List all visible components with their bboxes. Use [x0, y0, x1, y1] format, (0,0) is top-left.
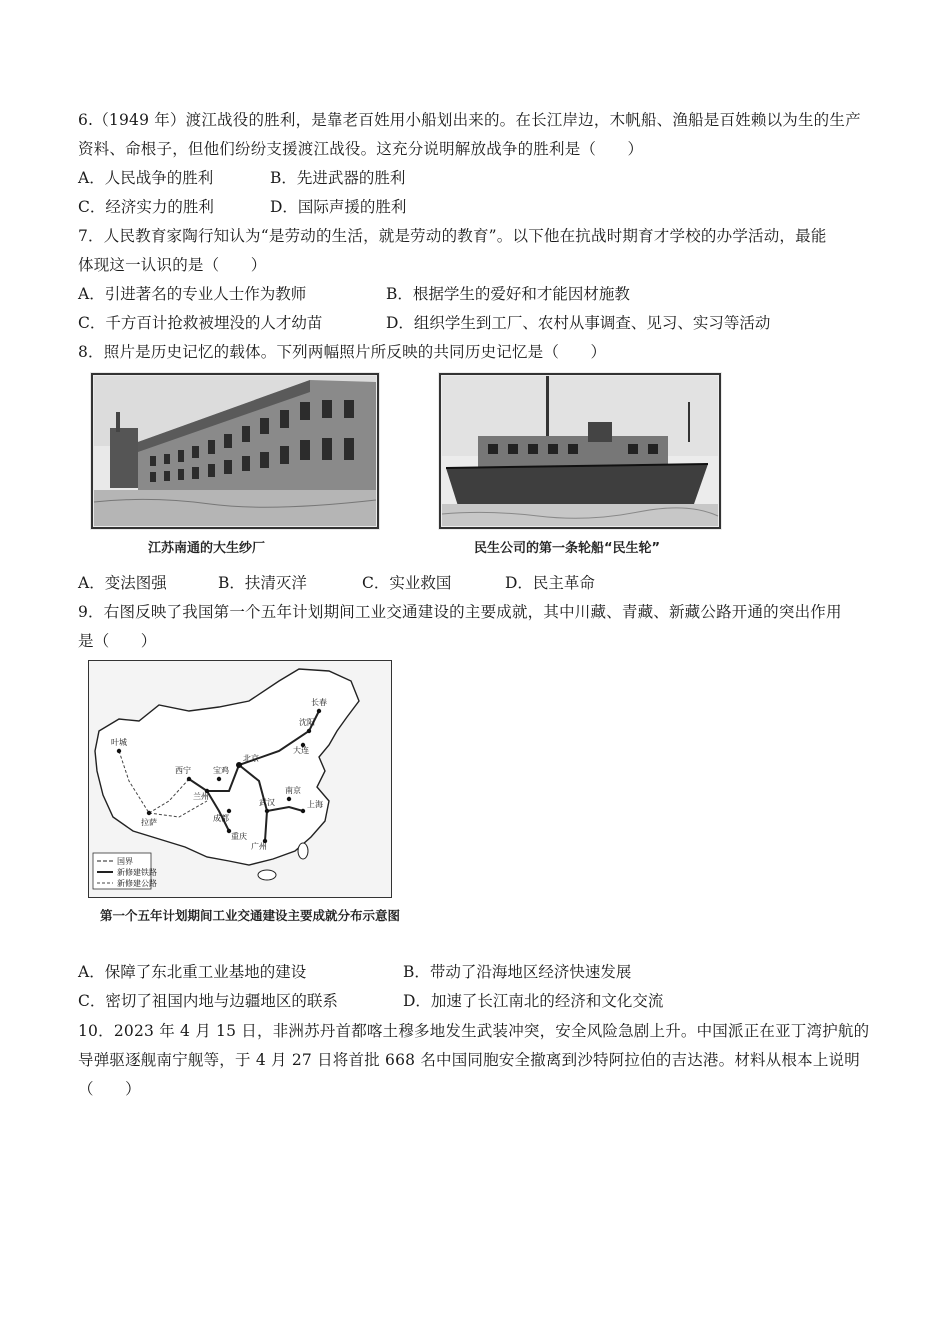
q6-option-a: A．人民战争的胜利 [78, 169, 214, 187]
q6-stem-line2: 资料、命根子，但他们纷纷支援渡江战役。这充分说明解放战争的胜利是（ ） [78, 140, 644, 158]
q7-option-a: A．引进著名的专业人士作为教师 [78, 285, 307, 303]
legend-highway: 新修建公路 [117, 879, 157, 888]
q6-option-b: B．先进武器的胜利 [270, 169, 406, 187]
map-city-label: 大连 [293, 746, 309, 755]
map-city-label: 南京 [285, 786, 301, 795]
steamship-photo [438, 372, 722, 530]
q7-option-b: B．根据学生的爱好和才能因材施教 [386, 285, 630, 303]
steamship-caption: 民生公司的第一条轮船“民生轮” [474, 541, 661, 556]
q9-option-a: A．保障了东北重工业基地的建设 [78, 963, 307, 981]
legend-railway: 新修建铁路 [117, 868, 157, 877]
map-city-label: 宝鸡 [213, 766, 229, 775]
q9-option-b: B．带动了沿海地区经济快速发展 [403, 963, 632, 981]
q9-option-c: C．密切了祖国内地与边疆地区的联系 [78, 992, 338, 1010]
q6-stem-line1: 6.（1949 年）渡江战役的胜利，是靠老百姓用小船划出来的。在长江岸边，木帆船、渔船是百姓赖以为生的生产 [78, 111, 861, 129]
q7-stem-line1: 7．人民教育家陶行知认为“是劳动的生活，就是劳动的教育”。以下他在抗战时期育才学校的办学活动，最能 [78, 227, 827, 245]
map-city-label: 拉萨 [141, 818, 157, 827]
map-city-label: 叶城 [111, 738, 127, 747]
q8-option-d: D．民主革命 [505, 574, 595, 592]
map-city-label: 长春 [311, 698, 327, 707]
q8-option-c: C．实业救国 [362, 574, 452, 592]
map-city-label: 成都 [213, 814, 229, 823]
textile-mill-caption: 江苏南通的大生纱厂 [148, 541, 266, 556]
map-city-label: 兰州 [193, 792, 209, 801]
q7-option-d: D．组织学生到工厂、农村从事调查、见习、实习等活动 [386, 314, 771, 332]
q6-option-c: C．经济实力的胜利 [78, 198, 214, 216]
map-city-label: 广州 [251, 842, 267, 851]
q10-stem-line3: （ ） [78, 1080, 141, 1098]
textile-mill-photo [90, 372, 380, 530]
q7-option-c: C．千方百计抢救被埋没的人才幼苗 [78, 314, 323, 332]
map-city-label: 上海 [307, 800, 323, 809]
q6-option-d: D．国际声援的胜利 [270, 198, 407, 216]
q9-stem-line2: 是（ ） [78, 632, 157, 650]
q10-stem-line1: 10．2023 年 4 月 15 日，非洲苏丹首都喀土穆多地发生武装冲突，安全风险急剧上升。中国派正在亚丁湾护航的 [78, 1022, 870, 1040]
q10-stem-line2: 导弹驱逐舰南宁舰等，于 4 月 27 日将首批 668 名中国同胞安全撤离到沙特阿拉伯的吉达港。材料从根本上说明 [78, 1051, 860, 1069]
q8-option-a: A．变法图强 [78, 574, 167, 592]
map-caption: 第一个五年计划期间工业交通建设主要成就分布示意图 [100, 908, 401, 923]
q9-option-d: D．加速了长江南北的经济和文化交流 [403, 992, 664, 1010]
q8-stem: 8．照片是历史记忆的载体。下列两幅照片所反映的共同历史记忆是（ ） [78, 343, 607, 361]
map-city-label: 北京 [243, 754, 259, 763]
china-map [88, 660, 392, 898]
q7-stem-line2: 体现这一认识的是（ ） [78, 256, 267, 274]
map-city-label: 沈阳 [299, 718, 315, 727]
legend-border: 国界 [117, 857, 133, 866]
map-city-label: 武汉 [259, 798, 275, 807]
q8-option-b: B．扶清灭洋 [218, 574, 307, 592]
map-city-label: 重庆 [231, 832, 247, 841]
q9-stem-line1: 9．右图反映了我国第一个五年计划期间工业交通建设的主要成就，其中川藏、青藏、新藏公路开通的突出作用 [78, 603, 842, 621]
map-city-label: 西宁 [175, 766, 191, 775]
